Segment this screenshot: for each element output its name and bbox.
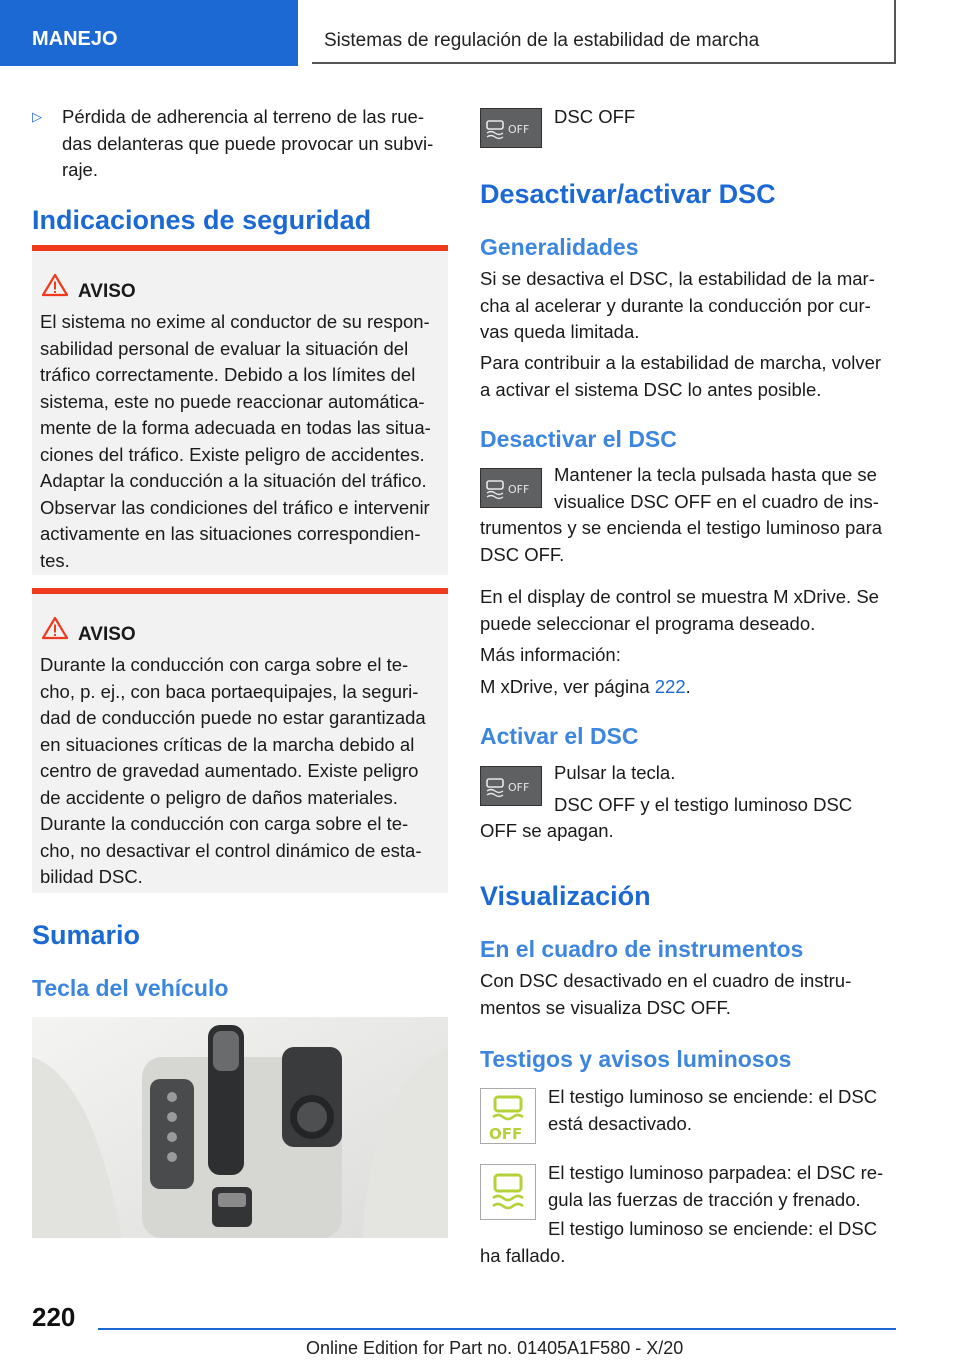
svg-text:OFF: OFF <box>508 123 530 136</box>
deactivate-text-2: En el display de control se muestra M xDrive. Se puede seleccionar el programa deseado. <box>480 586 879 634</box>
deactivate-text-a: Mantener la tecla pulsada hasta que se visualice DSC OFF en el cuadro de ins- <box>554 464 879 512</box>
xdrive-reference: M xDrive, ver página 222. <box>480 676 691 697</box>
lamp3-text-b: ha fallado. <box>480 1245 566 1266</box>
center-console-photo <box>32 1017 448 1238</box>
display-heading: Visualización <box>480 881 651 911</box>
lamp2-text: El testigo luminoso parpadea: el DSC re- gula las fuerzas de tracción y frenado. <box>548 1162 884 1210</box>
dsc-off-label: DSC OFF <box>554 106 636 127</box>
general-heading: Generalidades <box>480 234 639 260</box>
more-info-label: Más información: <box>480 644 621 665</box>
vehicle-key-heading: Tecla del vehículo <box>32 975 229 1001</box>
svg-text:OFF: OFF <box>508 781 530 794</box>
safety-heading: Indicaciones de seguridad <box>32 205 372 235</box>
dsc-warning-lamp-icon <box>480 1164 536 1220</box>
dsc-off-button-icon <box>480 766 542 806</box>
lamp1-text: El testigo luminoso se enciende: el DSC está desactivado. <box>548 1086 878 1134</box>
dsc-off-button-icon <box>480 108 542 148</box>
warning-text: El sistema no exime al conductor de su respon- sabilidad personal de evaluar la situación del tráfico correctamente. Debido a los límites del sistema, este no puede reaccionar automática- mente de la forma adecuada en todas las situa- ciones del tráfico. Existe peligro de accidentes. Adaptar la conducción a la situación del tráfico. Observar las condiciones del tráfico e intervenir activamente en las situaciones correspondien- tes. <box>40 311 431 571</box>
warning-box <box>32 588 448 893</box>
triangle-bullet-icon: ▷ <box>32 109 42 124</box>
activate-heading: Activar el DSC <box>480 723 639 749</box>
activate-text: Pulsar la tecla. <box>554 762 676 783</box>
deactivate-activate-heading: Desactivar/activar DSC <box>480 179 776 209</box>
warning-triangle-icon <box>42 273 68 297</box>
bullet-text: Pérdida de adherencia al terreno de las rue- das delanteras que puede provocar un subvi- raje. <box>62 106 434 180</box>
page-number: 220 <box>32 1302 76 1332</box>
activate-text-2a: DSC OFF y el testigo luminoso DSC <box>554 794 853 815</box>
warning-text: Durante la conducción con carga sobre el te- cho, p. ej., con baca portaequipajes, la seguri- dad de conducción puede no estar garantizada en situaciones críticas de la marcha debido al centro de gravedad aumentado. Existe peligro de accidente o peligro de daños materiales. Durante la conducción con carga sobre el te- cho, no desactivar el control dinámico de esta- bilidad DSC. <box>40 654 426 887</box>
svg-text:OFF: OFF <box>508 483 530 496</box>
lamps-heading: Testigos y avisos luminosos <box>480 1046 792 1072</box>
section-tab: MANEJO <box>0 0 298 66</box>
general-text-2: Para contribuir a la estabilidad de marcha, volver a activar el sistema DSC lo antes posible. <box>480 352 882 400</box>
svg-text:OFF: OFF <box>489 1125 523 1143</box>
dsc-off-button-icon <box>480 468 542 508</box>
lamp3-text-a: El testigo luminoso se enciende: el DSC <box>548 1218 878 1239</box>
cluster-text: Con DSC desactivado en el cuadro de instru- mentos se visualiza DSC OFF. <box>480 970 852 1018</box>
summary-heading: Sumario <box>32 920 141 950</box>
warning-triangle-icon <box>42 616 68 640</box>
warning-label: AVISO <box>78 624 136 645</box>
footer-divider <box>98 1328 896 1330</box>
deactivate-text-b: trumentos y se encienda el testigo luminoso para DSC OFF. <box>480 517 883 565</box>
chapter-title: Sistemas de regulación de la estabilidad de marcha <box>312 0 896 64</box>
dsc-off-warning-lamp-icon <box>480 1088 536 1144</box>
deactivate-heading: Desactivar el DSC <box>480 426 677 452</box>
warning-box <box>32 245 448 575</box>
footer-edition: Online Edition for Part no. 01405A1F580 - X/20 <box>306 1338 684 1358</box>
list-item <box>32 104 448 184</box>
activate-text-2b: OFF se apagan. <box>480 820 614 841</box>
page-link[interactable]: 222 <box>654 676 686 697</box>
warning-label: AVISO <box>78 281 136 302</box>
general-text: Si se desactiva el DSC, la estabilidad de la mar- cha al acelerar y durante la conducción por cur- vas queda limitada. <box>480 268 875 342</box>
cluster-heading: En el cuadro de instrumentos <box>480 936 804 962</box>
center-console-illustration <box>32 1017 448 1238</box>
